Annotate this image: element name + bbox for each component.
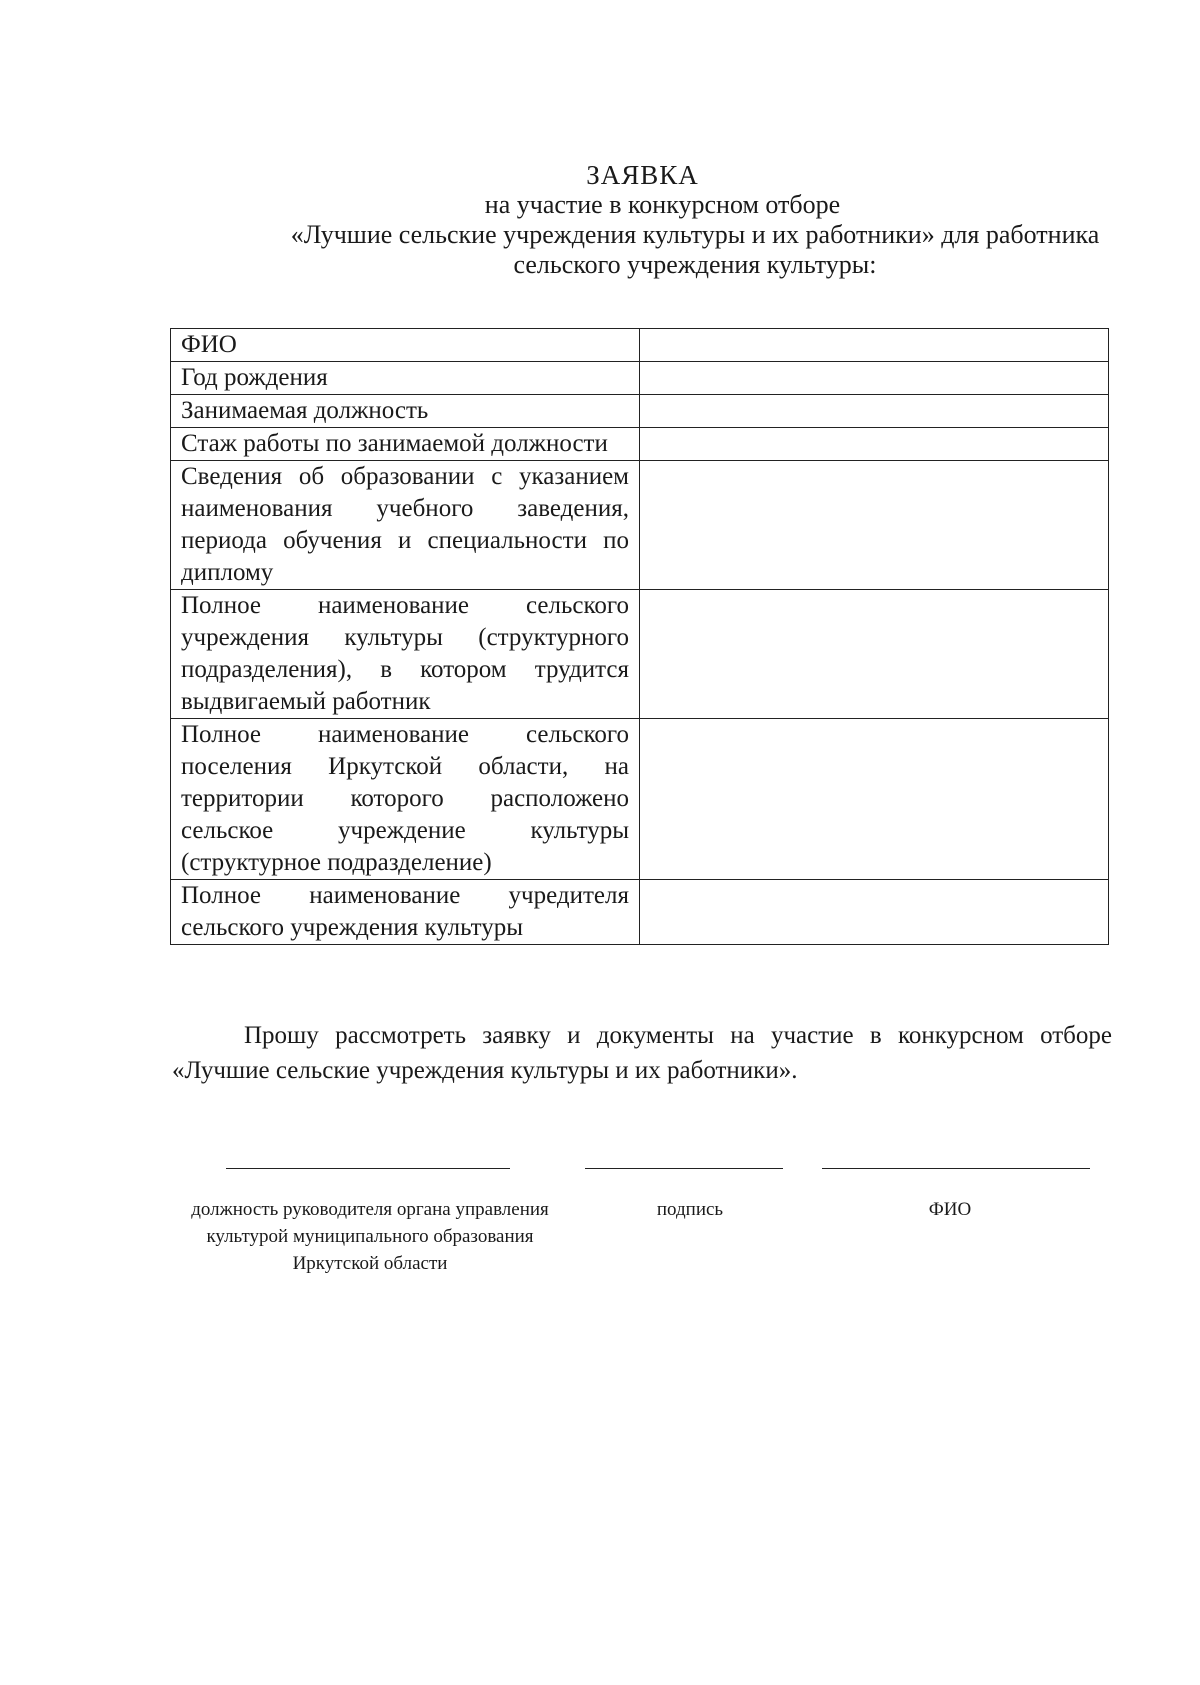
row-value-institution[interactable] [640,590,1109,719]
position-signature-line[interactable] [226,1168,510,1169]
row-label-founder: Полное наименование учредителя сельского учреждения культуры [171,880,640,945]
row-value-position[interactable] [640,395,1109,428]
row-label-full-name: ФИО [171,329,640,362]
table-row [171,428,1109,461]
application-form-table [170,328,1109,945]
row-value-full-name[interactable] [640,329,1109,362]
row-label-birth-year: Год рождения [171,362,640,395]
table-row [171,461,1109,590]
table-row [171,362,1109,395]
document-title: ЗАЯВКА [586,160,699,190]
document-header [0,160,1200,280]
name-label: ФИО [928,1199,972,1220]
document-subtitle: на участие в конкурсном отборе [484,190,841,219]
row-value-settlement[interactable] [640,719,1109,880]
name-signature-line[interactable] [822,1168,1090,1169]
row-label-institution: Полное наименование сельского учреждения культуры (структурного подразделения), в котором трудится выдвигаемый работник [171,590,640,719]
table-row [171,329,1109,362]
for-worker-line: сельского учреждения культуры: [513,250,877,279]
signature-line[interactable] [585,1168,783,1169]
row-value-founder[interactable] [640,880,1109,945]
position-label: должность руководителя органа управления культурой муниципального образования Иркутской области [191,1199,549,1274]
table-row [171,719,1109,880]
table-row [171,395,1109,428]
request-paragraph: Прошу рассмотреть заявку и документы на участие в конкурсном отборе «Лучшие сельские учреждения культуры и их работники». [172,1022,1112,1084]
row-label-experience: Стаж работы по занимаемой должности [171,428,640,461]
table-row [171,880,1109,945]
contest-name: «Лучшие сельские учреждения культуры и их работники» для работника [290,220,1100,249]
row-label-settlement: Полное наименование сельского поселения Иркутской области, на территории которого расположено сельское учреждение культуры (структурное подразделение) [171,719,640,880]
row-label-education: Сведения об образовании с указанием наименования учебного заведения, периода обучения и специальности по диплому [171,461,640,590]
row-label-position: Занимаемая должность [171,395,640,428]
row-value-education[interactable] [640,461,1109,590]
table-row [171,590,1109,719]
signature-label: подпись [656,1199,724,1220]
row-value-experience[interactable] [640,428,1109,461]
row-value-birth-year[interactable] [640,362,1109,395]
